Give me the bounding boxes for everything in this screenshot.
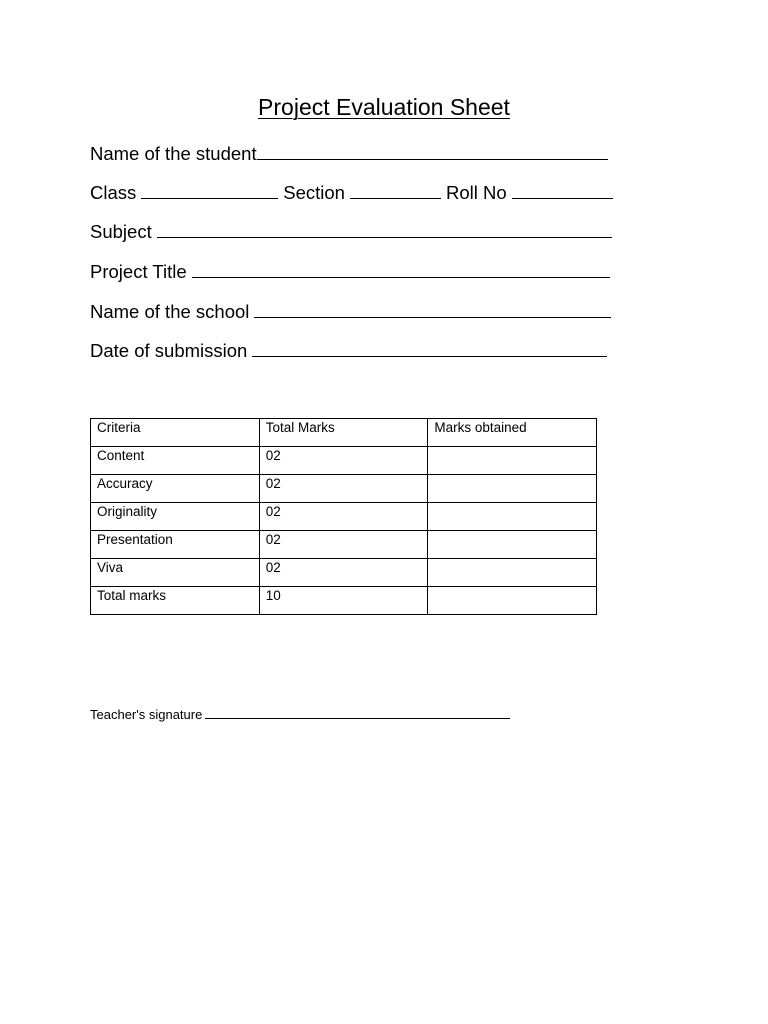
table-row — [91, 503, 597, 531]
marks-obtained-cell[interactable] — [428, 447, 597, 475]
total-marks-cell: 02 — [259, 447, 428, 475]
project-title-label: Project Title — [90, 261, 187, 282]
project-title-field — [90, 261, 610, 283]
date-label: Date of submission — [90, 340, 248, 361]
evaluation-table — [90, 418, 597, 615]
project-title-blank[interactable] — [192, 276, 610, 278]
header-total-marks: Total Marks — [259, 419, 428, 447]
table-row — [91, 587, 597, 615]
marks-obtained-cell[interactable] — [428, 503, 597, 531]
total-marks-cell: 02 — [259, 531, 428, 559]
school-name-field — [90, 301, 611, 323]
marks-obtained-cell[interactable] — [428, 559, 597, 587]
subject-field — [90, 221, 612, 243]
total-marks-cell: 02 — [259, 559, 428, 587]
header-criteria: Criteria — [91, 419, 260, 447]
criteria-cell: Presentation — [91, 531, 260, 559]
table-row — [91, 559, 597, 587]
marks-obtained-cell[interactable] — [428, 587, 597, 615]
roll-no-blank[interactable] — [512, 197, 613, 199]
total-marks-cell: 02 — [259, 503, 428, 531]
table-header-row — [91, 419, 597, 447]
page-title: Project Evaluation Sheet — [258, 94, 510, 120]
roll-no-label: Roll No — [445, 182, 507, 203]
class-section-roll-row — [90, 182, 613, 204]
student-name-field — [90, 143, 608, 165]
section-label: Section — [283, 182, 345, 203]
subject-blank[interactable] — [157, 236, 612, 238]
date-blank[interactable] — [252, 355, 607, 357]
school-name-label: Name of the school — [90, 301, 250, 322]
class-label: Class — [90, 182, 137, 203]
school-name-blank[interactable] — [254, 316, 611, 318]
date-field — [90, 340, 607, 362]
criteria-cell: Total marks — [91, 587, 260, 615]
teacher-signature-label: Teacher's signature — [90, 707, 203, 722]
class-blank[interactable] — [141, 197, 278, 199]
marks-obtained-cell[interactable] — [428, 531, 597, 559]
header-marks-obtained: Marks obtained — [428, 419, 597, 447]
table-row — [91, 475, 597, 503]
student-name-label: Name of the student — [90, 143, 257, 164]
table-row — [91, 447, 597, 475]
total-marks-cell: 02 — [259, 475, 428, 503]
criteria-cell: Viva — [91, 559, 260, 587]
teacher-signature-field — [90, 707, 510, 722]
criteria-cell: Accuracy — [91, 475, 260, 503]
teacher-signature-blank[interactable] — [205, 717, 510, 719]
criteria-cell: Content — [91, 447, 260, 475]
student-name-blank[interactable] — [257, 158, 608, 160]
total-marks-cell: 10 — [259, 587, 428, 615]
table-row — [91, 531, 597, 559]
criteria-cell: Originality — [91, 503, 260, 531]
marks-obtained-cell[interactable] — [428, 475, 597, 503]
section-blank[interactable] — [350, 197, 441, 199]
subject-label: Subject — [90, 221, 152, 242]
